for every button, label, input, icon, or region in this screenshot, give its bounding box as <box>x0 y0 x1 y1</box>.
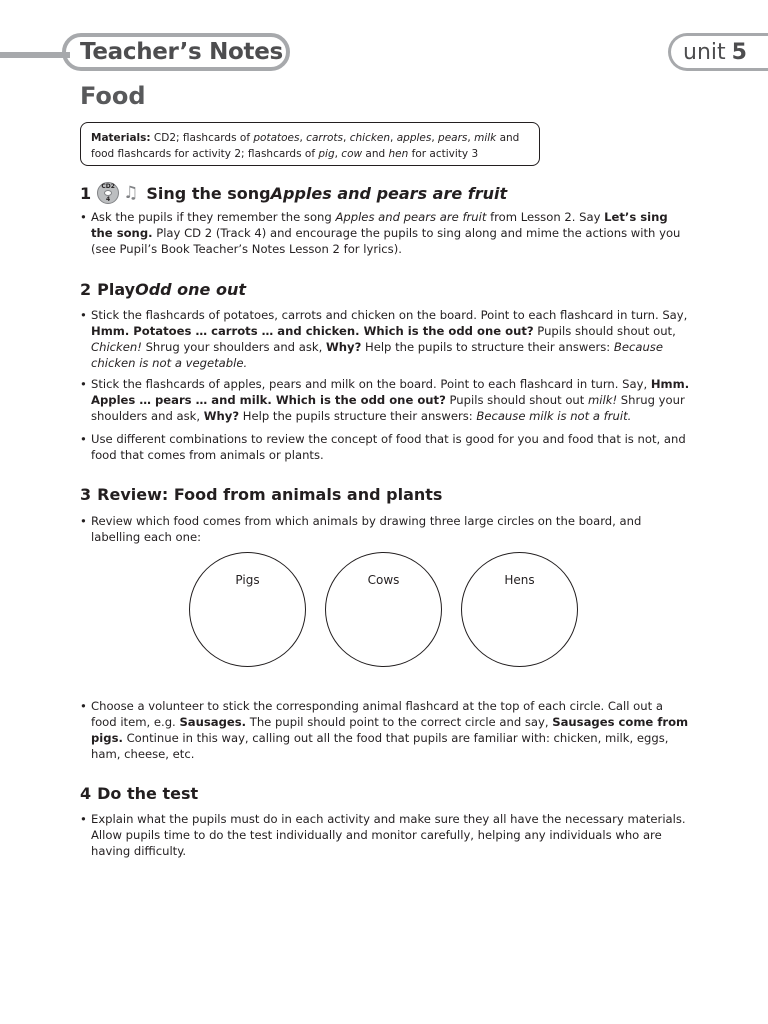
circle-label: Hens <box>504 573 535 587</box>
text-run: , <box>390 132 397 144</box>
section-2-number: 2 <box>80 280 92 299</box>
section-3-title: Review: Food from animals and plants <box>97 485 443 504</box>
text-run: Because chicken is not a vegetable. <box>91 340 663 370</box>
bullet-dot: • <box>80 812 87 826</box>
text-run: , <box>343 132 350 144</box>
header-title: Teacher’s Notes <box>80 39 283 65</box>
materials-box <box>80 122 540 166</box>
section-2-title: Play <box>97 280 136 299</box>
bullet-dot: • <box>80 432 87 446</box>
bullet-text <box>91 698 692 762</box>
text-run: Sausages come from pigs. <box>91 715 689 745</box>
unit-number: 5 <box>731 39 747 65</box>
text-run: cow <box>341 148 363 160</box>
section-2-heading <box>80 280 246 299</box>
text-run: , <box>431 132 439 144</box>
circle-pigs <box>189 552 306 667</box>
page-title: Food <box>80 82 146 110</box>
section-1-number: 1 <box>80 183 92 203</box>
text-run: Use different combinations to review the concept of food that is good for you and food that is not, and food that comes from animals or plants. <box>91 432 686 462</box>
bullet-dot: • <box>80 699 87 713</box>
text-run: and food flashcards for activity 2; flashcards of <box>91 132 520 160</box>
section-3-heading <box>80 485 442 504</box>
text-run: Why? <box>203 409 240 423</box>
text-run: Chicken! <box>91 340 142 354</box>
section-3-number: 3 <box>80 485 92 504</box>
text-run: Because milk is not a fruit. <box>476 409 632 423</box>
unit-badge <box>668 33 768 71</box>
section-1-title: Sing the song <box>146 183 271 203</box>
bullet-text <box>91 376 692 424</box>
section-2-bullet-1 <box>80 307 692 371</box>
text-run: pears <box>438 132 468 144</box>
text-run: Stick the flashcards of apples, pears and milk on the board. Point to each flashcard in turn. Say, <box>91 377 651 391</box>
bullet-dot: • <box>80 514 87 528</box>
bullet-text <box>91 307 692 371</box>
text-run: Ask the pupils if they remember the song <box>91 210 336 224</box>
text-run: The pupil should point to the correct circle and say, <box>246 715 553 729</box>
bullet-text <box>91 431 692 463</box>
text-run: potatoes <box>253 132 300 144</box>
text-run: chicken <box>349 132 391 144</box>
text-run: , <box>334 148 342 160</box>
text-run: for activity 3 <box>408 148 479 160</box>
unit-label: unit <box>683 39 726 65</box>
materials-text <box>91 132 519 160</box>
circle-cows <box>325 552 442 667</box>
header-title-pill <box>62 33 290 71</box>
circle-label: Pigs <box>235 573 260 587</box>
text-run: milk <box>474 132 497 144</box>
bullet-text <box>91 513 692 545</box>
cd-track: 4 <box>106 196 111 203</box>
text-run: milk! <box>588 393 618 407</box>
section-2-bullet-3 <box>80 431 692 463</box>
bullet-dot: • <box>80 308 87 322</box>
text-run: Help the pupils structure their answers: <box>239 409 477 423</box>
text-run: Hmm. Apples … pears … and milk. Which is the odd one out? <box>91 377 690 407</box>
text-run: Review which food comes from which animals by drawing three large circles on the board, and labelling each one: <box>91 514 642 544</box>
text-run: CD2; flashcards of <box>150 132 254 144</box>
bullet-dot: • <box>80 377 87 391</box>
text-run: Why? <box>325 340 362 354</box>
text-run: and <box>362 148 389 160</box>
text-run: Stick the flashcards of potatoes, carrots and chicken on the board. Point to each flashcard in turn. Say, <box>91 308 688 322</box>
section-4-heading <box>80 784 198 803</box>
text-run: Help the pupils to structure their answers: <box>361 340 614 354</box>
section-1-title-italic: Apples and pears are fruit <box>270 183 508 203</box>
cd-label: CD2 <box>101 183 115 190</box>
text-run: carrots <box>306 132 344 144</box>
text-run: from Lesson 2. Say <box>486 210 605 224</box>
section-4-bullet-1 <box>80 811 692 859</box>
bullet-text <box>91 811 692 859</box>
music-note-icon: ♫ <box>123 183 139 203</box>
bullet-text <box>91 209 692 257</box>
text-run: Shrug your shoulders and ask, <box>141 340 326 354</box>
section-1-heading <box>80 182 507 204</box>
header-rule <box>0 52 70 58</box>
text-run: pig <box>318 148 335 160</box>
cd-icon <box>97 182 119 204</box>
text-run: , <box>299 132 307 144</box>
circle-hens <box>461 552 578 667</box>
circle-label: Cows <box>367 573 400 587</box>
section-3-bullet-1 <box>80 513 692 545</box>
section-4-title: Do the test <box>97 784 199 803</box>
text-run: Apples and pears are fruit <box>335 210 487 224</box>
text-run: apples <box>396 132 432 144</box>
text-run: Continue in this way, calling out all the food that pupils are familiar with: chicken, milk, eggs, ham, cheese, etc. <box>91 731 669 761</box>
section-2-title-italic: Odd one out <box>135 280 247 299</box>
section-3-bullet-2 <box>80 698 692 762</box>
bullet-dot: • <box>80 210 87 224</box>
text-run: Play CD 2 (Track 4) and encourage the pupils to sing along and mime the actions with you (see Pupil’s Book Teacher’s Notes Lesson 2 for lyrics). <box>91 226 681 256</box>
section-4-number: 4 <box>80 784 92 803</box>
materials-label: Materials: <box>91 132 151 144</box>
text-run: Let’s sing the song. <box>91 210 668 240</box>
text-run: Hmm. Potatoes … carrots … and chicken. Which is the odd one out? <box>91 324 534 338</box>
section-2-bullet-2 <box>80 376 692 424</box>
section-1-bullet-1 <box>80 209 692 257</box>
text-run: hen <box>388 148 409 160</box>
text-run: , <box>467 132 475 144</box>
text-run: Explain what the pupils must do in each activity and make sure they all have the necessary materials. Allow pupils time to do the test individually and monitor carefully, helping any individuals who are having difficulty. <box>91 812 686 858</box>
text-run: Pupils should shout out <box>445 393 589 407</box>
text-run: Choose a volunteer to stick the corresponding animal flashcard at the top of each circle. Call out a food item, e.g. <box>91 699 663 729</box>
text-run: Pupils should shout out, <box>533 324 676 338</box>
text-run: Sausages. <box>179 715 247 729</box>
text-run: Shrug your shoulders and ask, <box>91 393 685 423</box>
